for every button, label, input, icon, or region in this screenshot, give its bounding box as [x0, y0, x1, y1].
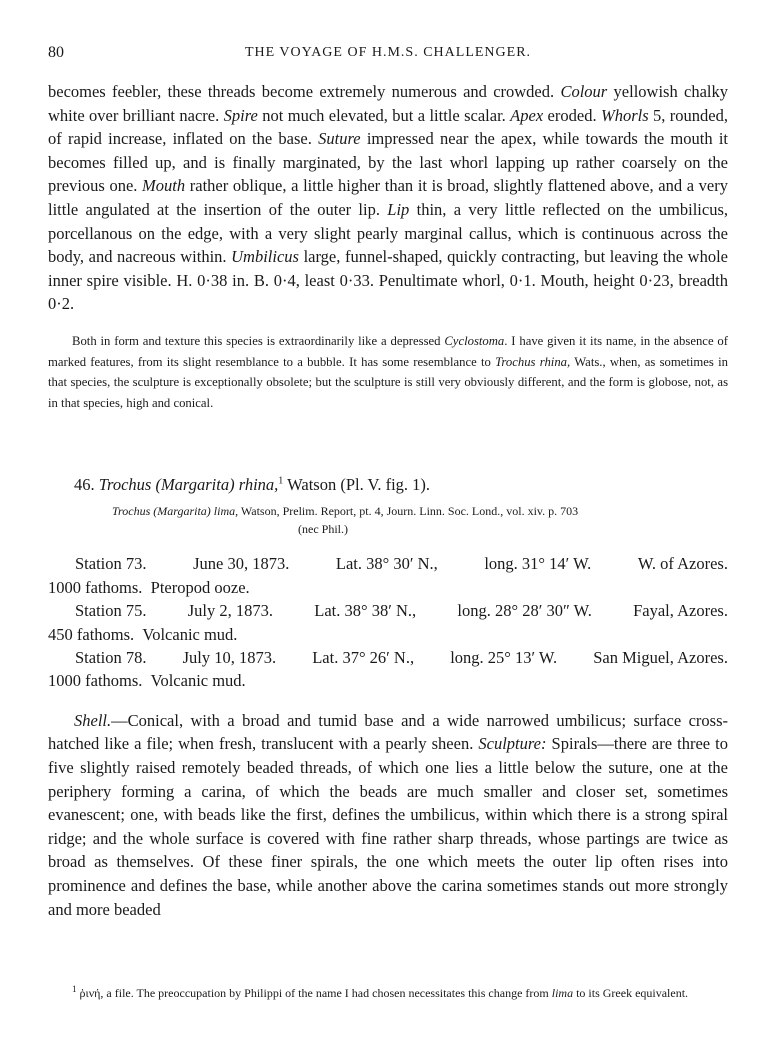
continuation-paragraph: becomes feebler, these threads become extremely numerous and crowded. Colour yellowish chalky white over brilliant nacre. Spire not much elevated, but a little scalar. Apex eroded. Whorls 5, rounded, of rapid increase, inflated on the base. Suture impressed near the apex, while towards the mouth it becomes filled up, and is finally marginated, by the last whorl lapping up rather coarsely on the previous one. Mouth rather oblique, a little higher than it is broad, slightly flattened above, and a very little angulated at the insertion of the outer lip. Lip thin, a very little reflected on the umbilicus, porcellanous on the edge, with a very slight pearly marginal callus, which is continuous across the body, and nacreous within. Umbilicus large, funnel-shaped, quickly contracting, but leaving the whole inner spire visible. H. 0·38 in. B. 0·4, least 0·33. Penultimate whorl, 0·1. Mouth, height 0·23, breadth 0·2. [48, 82, 728, 314]
remark-paragraph: Both in form and texture this species is extraordinarily like a depressed Cyclostoma. I have given it its name, in the absence of marked features, from its slight resemblance to a bubble. It has some resemblance to Trochus rhina, Wats., when, as sometimes in that species, the sculpture is exceptionally obsolete; but the sculpture is still very obviously different, and the form is globose, not, as in that species, high and conical. [48, 333, 728, 410]
footnote-reference: 1 [278, 475, 284, 487]
station-record: Station 78. July 10, 1873. Lat. 37° 26′ N., long. 25° 13′ W. San Miguel, Azores. 1000 fathoms. Volcanic mud. [48, 647, 728, 691]
footnote: $^1$ ῥινή, a file. The preoccupation by Philippi of the name I had chosen necessitates this change from lima to its Greek equivalent. [72, 984, 689, 1000]
shell-description: Shell.—Conical, with a broad and tumid base and a wide narrowed umbilicus; surface cross-hatched like a file; when fresh, translucent with a pearly sheen. Sculpture: Spirals—there are three to five slightly raised remotely beaded threads, of which one lies a little below the suture, one at the periphery forming a carina, of which the beads are much smaller and closer set, sometimes evanescent; one, with beads like the first, defines the umbilicus, within which there is a strong spiral ridge; and the whole surface is covered with fine rather sharp threads, whose partings are twice as broad as themselves. Of these finer spirals, the one which meets the outer lip often rises into prominence and defines the base, while another above the carina sometimes stands out more strongly and more beaded [48, 710, 728, 919]
synonym-reference: Trochus (Margarita) lima, Watson, Prelim. Report, pt. 4, Journ. Linn. Soc. Lond., vol. xiv. p. 703 (nec Phil.) [112, 504, 579, 537]
page-number: 80 [48, 44, 64, 61]
page [48, 0, 728, 1000]
species-heading: 46. Trochus (Margarita) rhina,$^1$ Watson (Pl. V. fig. 1). [74, 475, 431, 495]
running-title: THE VOYAGE OF H.M.S. CHALLENGER. [244, 45, 532, 60]
station-list [48, 552, 728, 692]
station-record: Station 75. July 2, 1873. Lat. 38° 38′ N., long. 28° 28′ 30″ W. Fayal, Azores. 450 fathoms. Volcanic mud. [48, 601, 728, 644]
station-record: Station 73. June 30, 1873. Lat. 38° 30′ N., long. 31° 14′ W. W. of Azores. 1000 fathoms. Pteropod ooze. [48, 554, 728, 597]
page-header [48, 44, 728, 70]
